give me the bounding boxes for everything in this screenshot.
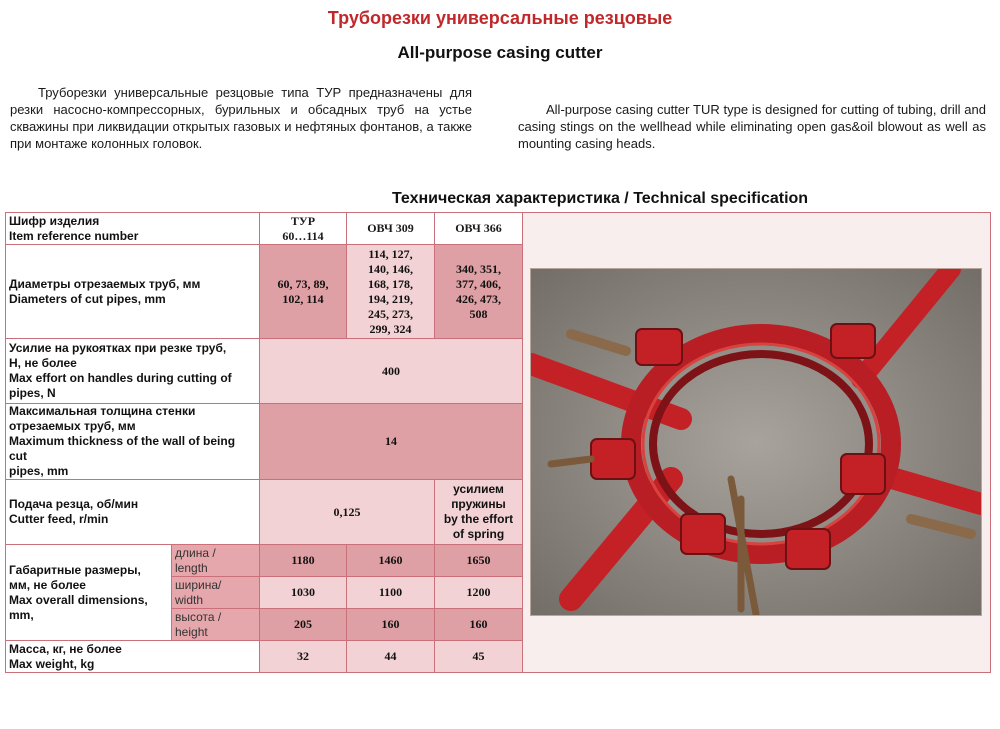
effort-value: 400: [260, 339, 523, 404]
weight-label: Масса, кг, не более Max weight, kg: [6, 641, 260, 673]
feed-value: 0,125: [260, 480, 435, 545]
thickness-value: 14: [260, 404, 523, 480]
casing-cutter-photo: [530, 268, 982, 616]
dimension-width-label: ширина/ width: [172, 577, 260, 609]
width-value-3: 1200: [435, 577, 523, 609]
weight-value-2: 44: [347, 641, 435, 673]
model-header-3: ОВЧ 366: [435, 213, 523, 245]
page-title-ru: Труборезки универсальные резцовые: [327, 8, 673, 28]
intro-text-ru: Труборезки универсальные резцовые типа ТУР предназначены для резки насосно-компрессорных, бурильных и обсадных труб на устье скважины при ликвидации открытых газовых и нефтяных фонтанов, а также при монтаже колонных головок.: [10, 85, 472, 151]
height-value-3: 160: [435, 609, 523, 641]
diameters-label: Диаметры отрезаемых труб, мм Diameters of cut pipes, mm: [6, 245, 260, 339]
spec-table: [5, 212, 991, 673]
dimension-height-label: высота / height: [172, 609, 260, 641]
diameters-value-1: 60, 73, 89, 102, 114: [260, 245, 347, 339]
height-value-1: 205: [260, 609, 347, 641]
diameters-value-2: 114, 127, 140, 146, 168, 178, 194, 219, 245, 273, 299, 324: [347, 245, 435, 339]
item-ref-label: Шифр изделия Item reference number: [6, 213, 260, 245]
table-row: [6, 213, 991, 245]
intro-text-en: All-purpose casing cutter TUR type is designed for cutting of tubing, drill and casing stings on the wellhead while eliminating open gas&oil blowout as well as mounting casing heads.: [518, 102, 986, 151]
page-title-en: All-purpose casing cutter: [397, 43, 603, 62]
dimension-length-label: длина / length: [172, 545, 260, 577]
spec-heading: Техническая характеристика / Technical specification: [391, 190, 809, 207]
weight-value-1: 32: [260, 641, 347, 673]
dimensions-label: Габаритные размеры, мм, не более Max overall dimensions, mm,: [6, 545, 172, 641]
feed-label: Подача резца, об/мин Cutter feed, r/min: [6, 480, 260, 545]
thickness-label: Максимальная толщина стенки отрезаемых труб, мм Maximum thickness of the wall of being cut pipes, mm: [6, 404, 260, 480]
length-value-2: 1460: [347, 545, 435, 577]
model-header-2: ОВЧ 309: [347, 213, 435, 245]
model-header-1: ТУР 60…114: [260, 213, 347, 245]
photo-cell: [523, 213, 991, 673]
feed-value-spring: усилием пружины by the effort of spring: [435, 480, 523, 545]
weight-value-3: 45: [435, 641, 523, 673]
length-value-1: 1180: [260, 545, 347, 577]
width-value-1: 1030: [260, 577, 347, 609]
effort-label: Усилие на рукоятках при резке труб, Н, не более Max effort on handles during cutting of pipes, N: [6, 339, 260, 404]
height-value-2: 160: [347, 609, 435, 641]
length-value-3: 1650: [435, 545, 523, 577]
width-value-2: 1100: [347, 577, 435, 609]
diameters-value-3: 340, 351, 377, 406, 426, 473, 508: [435, 245, 523, 339]
